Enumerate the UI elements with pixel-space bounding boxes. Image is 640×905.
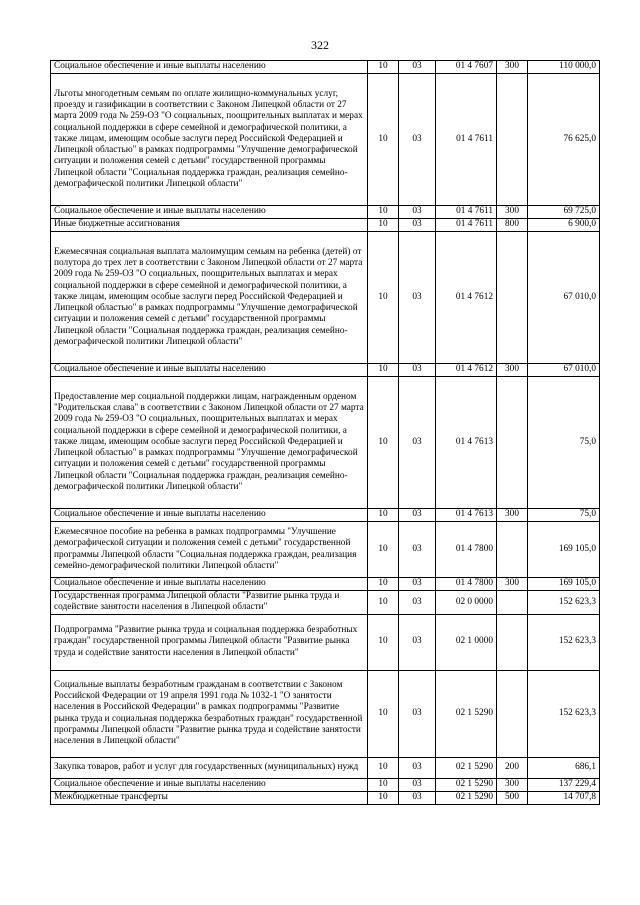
table-row	[51, 206, 600, 219]
target-article-cell: 01 4 7611	[436, 219, 497, 232]
table-row	[51, 219, 600, 232]
table-row	[51, 509, 600, 522]
subsection-code-cell: 03	[399, 364, 436, 377]
page-number: 322	[311, 38, 329, 52]
subsection-code-cell: 03	[399, 522, 436, 578]
subsection-code-cell: 03	[399, 670, 436, 757]
section-code-cell: 10	[368, 791, 399, 804]
table-row	[51, 614, 600, 670]
subsection-code-cell: 03	[399, 61, 436, 74]
subsection-code-cell: 03	[399, 591, 436, 615]
section-code-cell: 10	[368, 232, 399, 364]
table-row	[51, 377, 600, 509]
budget-table	[50, 60, 600, 805]
subsection-code-cell: 03	[399, 219, 436, 232]
section-code-cell: 10	[368, 614, 399, 670]
target-article-cell: 02 1 5290	[436, 778, 497, 791]
subsection-code-cell: 03	[399, 232, 436, 364]
expense-type-cell	[497, 232, 528, 364]
row-name-cell: Ежемесячное пособие на ребенка в рамках подпрограммы "Улучшение демографической ситуации и положения семей с детьми" государственной программы Липецкой области "Социальная поддержка граждан, реализация семейно-демографической политики Липецкой области"	[51, 522, 368, 578]
expense-type-cell	[497, 74, 528, 206]
row-name-cell: Подпрограмма "Развитие рынка труда и социальная поддержка безработных граждан" государственной программы Липецкой области "Развитие рынка труда и содействие занятости населения в Липецкой области"	[51, 614, 368, 670]
target-article-cell: 02 0 0000	[436, 591, 497, 615]
row-name-cell: Социальное обеспечение и иные выплаты населению	[51, 778, 368, 791]
row-name-cell: Межбюджетные трансферты	[51, 791, 368, 804]
target-article-cell: 01 4 7613	[436, 509, 497, 522]
amount-cell: 137 229,4	[528, 778, 600, 791]
row-name-cell: Социальное обеспечение и иные выплаты населению	[51, 364, 368, 377]
table-row	[51, 522, 600, 578]
amount-cell: 75,0	[528, 509, 600, 522]
target-article-cell: 02 1 5290	[436, 670, 497, 757]
row-name-cell: Социальное обеспечение и иные выплаты населению	[51, 578, 368, 591]
expense-type-cell: 300	[497, 778, 528, 791]
target-article-cell: 01 4 7800	[436, 522, 497, 578]
amount-cell: 169 105,0	[528, 578, 600, 591]
target-article-cell: 02 1 5290	[436, 791, 497, 804]
expense-type-cell: 300	[497, 578, 528, 591]
amount-cell: 169 105,0	[528, 522, 600, 578]
subsection-code-cell: 03	[399, 614, 436, 670]
amount-cell: 69 725,0	[528, 206, 600, 219]
subsection-code-cell: 03	[399, 206, 436, 219]
amount-cell: 14 707,8	[528, 791, 600, 804]
table-row	[51, 364, 600, 377]
expense-type-cell: 300	[497, 364, 528, 377]
section-code-cell: 10	[368, 670, 399, 757]
section-code-cell: 10	[368, 509, 399, 522]
row-name-cell: Закупка товаров, работ и услуг для государственных (муниципальных) нужд	[51, 757, 368, 778]
row-name-cell: Государственная программа Липецкой области "Развитие рынка труда и содействие занятости населения в Липецкой области"	[51, 591, 368, 615]
expense-type-cell	[497, 522, 528, 578]
expense-type-cell: 200	[497, 757, 528, 778]
table-row	[51, 757, 600, 778]
table-row	[51, 778, 600, 791]
target-article-cell: 01 4 7800	[436, 578, 497, 591]
expense-type-cell: 300	[497, 61, 528, 74]
subsection-code-cell: 03	[399, 509, 436, 522]
row-name-cell: Ежемесячная социальная выплата малоимущим семьям на ребенка (детей) от полутора до трех лет в соответствии с Законом Липецкой области от 27 марта 2009 года № 259-ОЗ "О социальных, поощрительных выплатах и мерах социальной поддержки в сфере семейной и демографической политики, а также лицам, имеющим особые заслуги перед Российской Федерацией и Липецкой областью" в рамках подпрограммы "Улучшение демографической ситуации и положения семей с детьми" государственной программы Липецкой области "Социальная поддержка граждан, реализация семейно-демографической политики Липецкой области"	[51, 232, 368, 364]
table-row	[51, 232, 600, 364]
expense-type-cell: 300	[497, 206, 528, 219]
amount-cell: 110 000,0	[528, 61, 600, 74]
target-article-cell: 01 4 7611	[436, 206, 497, 219]
target-article-cell: 01 4 7612	[436, 232, 497, 364]
amount-cell: 76 625,0	[528, 74, 600, 206]
amount-cell: 152 623,3	[528, 591, 600, 615]
section-code-cell: 10	[368, 364, 399, 377]
section-code-cell: 10	[368, 591, 399, 615]
expense-type-cell: 300	[497, 509, 528, 522]
subsection-code-cell: 03	[399, 74, 436, 206]
expense-type-cell	[497, 591, 528, 615]
row-name-cell: Социальное обеспечение и иные выплаты населению	[51, 509, 368, 522]
target-article-cell: 02 1 5290	[436, 757, 497, 778]
row-name-cell: Социальные выплаты безработным гражданам в соответствии с Законом Российской Федерации от 19 апреля 1991 года № 1032-1 "О занятости населения в Российской Федерации" в рамках подпрограммы "Развитие рынка труда и социальная поддержка безработных граждан" государственной программы Липецкой области "Развитие рынка труда и содействие занятости населения в Липецкой области"	[51, 670, 368, 757]
expense-type-cell	[497, 614, 528, 670]
amount-cell: 67 010,0	[528, 232, 600, 364]
amount-cell: 6 900,0	[528, 219, 600, 232]
section-code-cell: 10	[368, 778, 399, 791]
row-name-cell: Льготы многодетным семьям по оплате жилищно-коммунальных услуг, проезду и газификации в соответствии с Законом Липецкой области от 27 марта 2009 года № 259-ОЗ "О социальных, поощрительных выплатах и мерах социальной поддержки в сфере семейной и демографической политики, а также лицам, имеющим особые заслуги перед Российской Федерацией и Липецкой областью" в рамках подпрограммы "Улучшение демографической ситуации и положения семей с детьми" государственной программы Липецкой области "Социальная поддержка граждан, реализация семейно-демографической политики Липецкой области"	[51, 74, 368, 206]
subsection-code-cell: 03	[399, 778, 436, 791]
table-row	[51, 791, 600, 804]
subsection-code-cell: 03	[399, 578, 436, 591]
amount-cell: 67 010,0	[528, 364, 600, 377]
subsection-code-cell: 03	[399, 757, 436, 778]
expense-type-cell	[497, 377, 528, 509]
expense-type-cell: 500	[497, 791, 528, 804]
table-row	[51, 578, 600, 591]
row-name-cell: Предоставление мер социальной поддержки лицам, награжденным орденом "Родительская слава" в соответствии с Законом Липецкой области от 27 марта 2009 года № 259-ОЗ "О социальных, поощрительных выплатах и мерах социальной поддержки в сфере семейной и демографической политики, а также лицам, имеющим особые заслуги перед Российской Федерацией и Липецкой областью" в рамках подпрограммы "Улучшение демографической ситуации и положения семей с детьми" государственной программы Липецкой области "Социальная поддержка граждан, реализация семейно-демографической политики Липецкой области"	[51, 377, 368, 509]
expense-type-cell: 800	[497, 219, 528, 232]
table-row	[51, 670, 600, 757]
table-row	[51, 591, 600, 615]
section-code-cell: 10	[368, 578, 399, 591]
target-article-cell: 01 4 7611	[436, 74, 497, 206]
subsection-code-cell: 03	[399, 377, 436, 509]
section-code-cell: 10	[368, 522, 399, 578]
section-code-cell: 10	[368, 74, 399, 206]
amount-cell: 152 623,3	[528, 614, 600, 670]
section-code-cell: 10	[368, 61, 399, 74]
target-article-cell: 01 4 7613	[436, 377, 497, 509]
table-row	[51, 61, 600, 74]
section-code-cell: 10	[368, 757, 399, 778]
amount-cell: 75,0	[528, 377, 600, 509]
section-code-cell: 10	[368, 206, 399, 219]
row-name-cell: Социальное обеспечение и иные выплаты населению	[51, 61, 368, 74]
target-article-cell: 02 1 0000	[436, 614, 497, 670]
target-article-cell: 01 4 7612	[436, 364, 497, 377]
section-code-cell: 10	[368, 377, 399, 509]
amount-cell: 686,1	[528, 757, 600, 778]
section-code-cell: 10	[368, 219, 399, 232]
row-name-cell: Социальное обеспечение и иные выплаты населению	[51, 206, 368, 219]
subsection-code-cell: 03	[399, 791, 436, 804]
row-name-cell: Иные бюджетные ассигнования	[51, 219, 368, 232]
table-row	[51, 74, 600, 206]
target-article-cell: 01 4 7607	[436, 61, 497, 74]
expense-type-cell	[497, 670, 528, 757]
budget-table-body	[51, 61, 600, 805]
amount-cell: 152 623,3	[528, 670, 600, 757]
